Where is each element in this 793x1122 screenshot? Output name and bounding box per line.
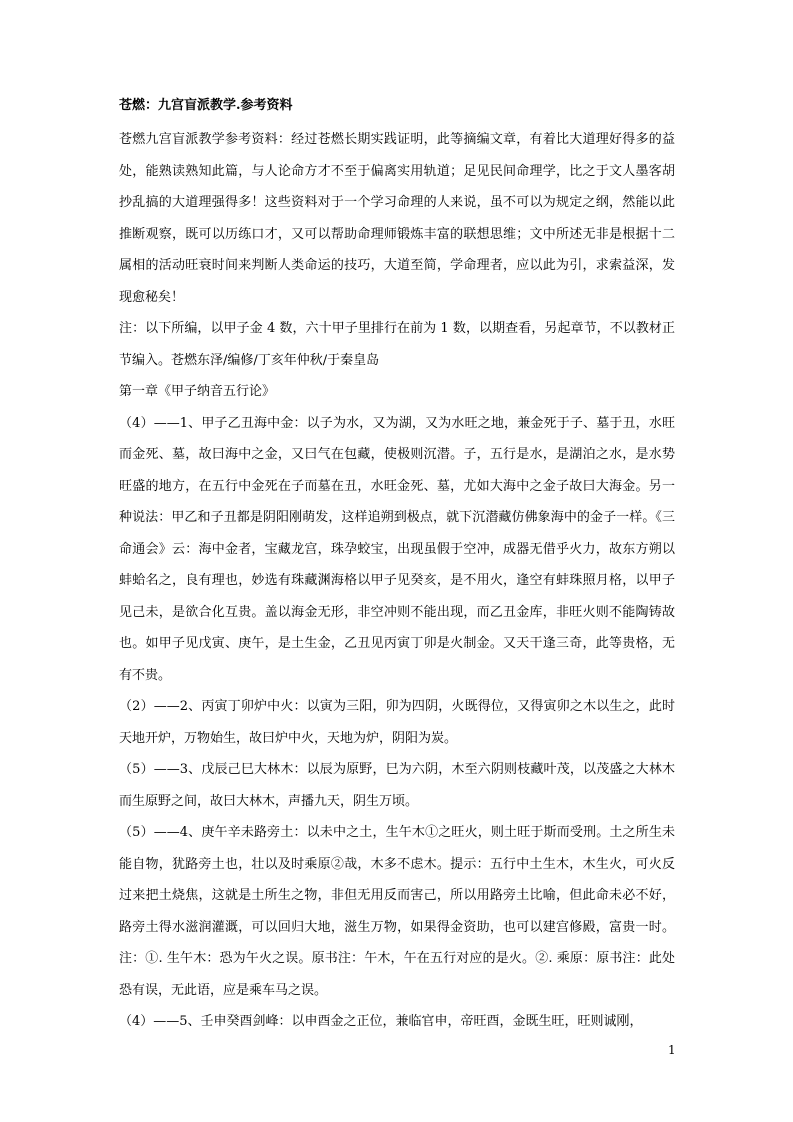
paragraph-item-3: （5）——3、戊辰己巳大林木：以辰为原野，巳为六阴，木至六阴则枝藏叶茂，以茂盛之大林木而生原野之间，故曰大林木，声播九天，阴生万顷。 — [119, 762, 675, 809]
document-page — [119, 96, 675, 1038]
paragraph-item-2: （2）——2、丙寅丁卯炉中火：以寅为三阳，卯为四阴，火既得位，又得寅卯之木以生之，此时天地开炉，万物始生，故曰炉中火，天地为炉，阴阳为炭。 — [119, 699, 675, 746]
paragraph-item-5: （4）——5、壬申癸酉剑峰：以申酉金之正位，兼临官申，帝旺酉，金既生旺，旺则诚刚， — [119, 1014, 643, 1029]
document-title: 苍燃：九宫盲派教学.参考资料 — [119, 98, 293, 113]
paragraph-item-1: （4）——1、甲子乙丑海中金：以子为水，又为湖，又为水旺之地，兼金死于子、墓于丑，水旺而金死、墓，故曰海中之金，又曰气在包藏，使极则沉潜。子，五行是水，是湖泊之水，是水势旺盛的地方，在五行中金死在子而墓在丑，水旺金死、墓，尤如大海中之金子故曰大海金。另一种说法：甲乙和子丑都是阴阳刚萌发，这样追朔到极点，就下沉潜藏仿佛象海中的金子一样。《三命通会》云：海中金者，宝藏龙宫，珠孕蛟宝，出现虽假于空冲，成器无借乎火力，故东方朔以蚌蛤名之，良有理也，妙选有珠藏渊海格以甲子见癸亥，是不用火，逢空有蚌珠照月格，以甲子见己未，是欲合化互贵。盖以海金无形，非空冲则不能出现，而乙丑金库，非旺火则不能陶铸故也。如甲子见戊寅、庚午，是土生金，乙丑见丙寅丁卯是火制金。又天干逢三奇，此等贵格，无有不贵。 — [119, 415, 675, 683]
paragraph-item-4: （5）——4、庚午辛未路旁土：以未中之土，生午木①之旺火，则土旺于斯而受刑。土之所生未能自物，犹路旁土也，壮以及时乘原②哉，木多不虑木。提示：五行中土生木，木生火，可火反过来把土烧焦，这就是土所生之物，非但无用反而害己，所以用路旁土比喻，但此命未必不好，路旁土得水滋润灌溉，可以回归大地，滋生万物，如果得金资助，也可以建宫修殿，富贵一时。注：①. 生午木：恐为午火之误。原书注：午木，午在五行对应的是火。②. 乘原：原书注：此处恐有误，无此语，应是乘车马之误。 — [119, 825, 675, 998]
page-number: 1 — [668, 1043, 676, 1057]
chapter-heading: 第一章《甲子纳音五行论》 — [119, 384, 276, 399]
paragraph-intro: 苍燃九宫盲派教学参考资料：经过苍燃长期实践证明，此等摘编文章，有着比大道理好得多的益处，能熟读熟知此篇，与人论命方才不至于偏离实用轨道；足见民间命理学，比之于文人墨客胡抄乱搞的大道理强得多！这些资料对于一个学习命理的人来说，虽不可以为规定之纲，然能以此推断观察，既可以历练口才，又可以帮助命理师锻炼丰富的联想思维；文中所述无非是根据十二属相的活动旺衰时间来判断人类命运的技巧，大道至简，学命理者，应以此为引，求索益深，发现愈秘矣！ — [119, 132, 675, 305]
paragraph-note: 注：以下所编，以甲子金 4 数，六十甲子里排行在前为 1 数，以期查看，另起章节，不以教材正节编入。苍燃东泽/编修/丁亥年仲秋/于秦皇岛 — [119, 321, 675, 368]
